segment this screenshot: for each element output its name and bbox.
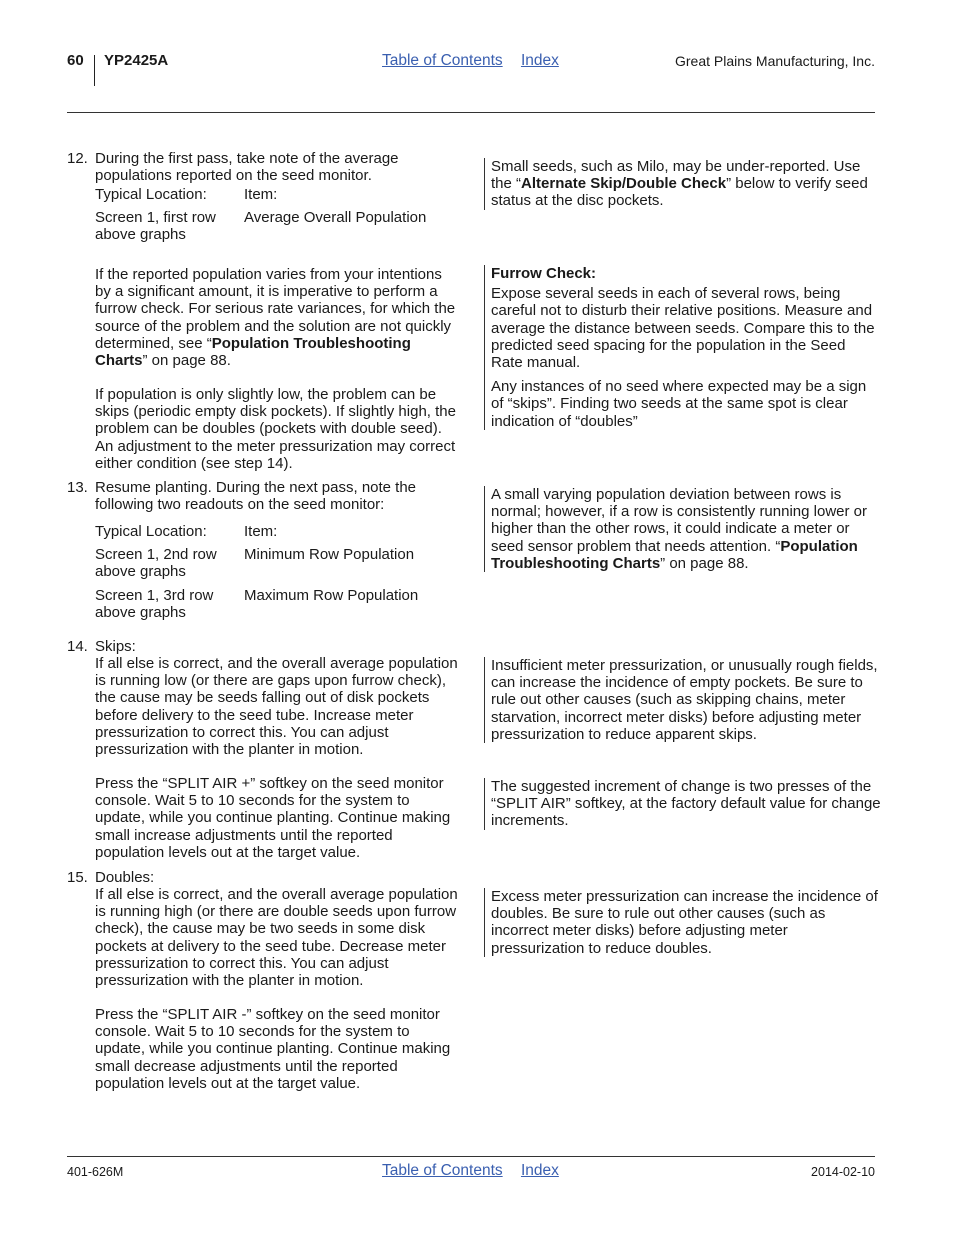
step-14-paragraph-1: If all else is correct, and the overall average population is running low (or there are gaps upon furrow check), the cause may be seeds falling out of disk pockets before delivery to the seed tube. Increase meter pressurization to correct this. You can adjust pressurization with the planter in motion. (95, 655, 458, 759)
note-row-variation: A small varying population deviation between rows is normal; however, if a row is consistently running lower or higher than the other rows, it could indicate a meter or seed sensor problem that needs attention. “Population Troubleshooting Charts” on page 88. (484, 486, 881, 572)
footer-rule (67, 1156, 875, 1157)
step-13-location-2: Screen 1, 3rd row above graphs (95, 587, 214, 622)
step-14-title: Skips: (95, 638, 136, 655)
note-furrow-check (484, 265, 881, 430)
step-12-number: 12. (67, 150, 88, 167)
header-index-link[interactable]: Index (520, 52, 559, 69)
doc-date: 2014-02-10 (811, 1165, 875, 1179)
footer-index-link[interactable]: Index (520, 1162, 559, 1179)
footer-nav (382, 1162, 573, 1179)
furrow-check-title: Furrow Check: (491, 265, 597, 282)
step-12-item-1: Average Overall Population (244, 209, 427, 226)
header-nav (382, 52, 573, 69)
step-12-location-1: Screen 1, first row above graphs (95, 209, 216, 244)
step-14-paragraph-2: Press the “SPLIT AIR +” softkey on the seed monitor console. Wait 5 to 10 seconds for the system to update, while you continue planting. Continue making small increase adjustments until the reported population levels out at the target value. (95, 775, 451, 861)
step-14-number: 14. (67, 638, 88, 655)
step-15-title: Doubles: (95, 869, 155, 886)
step-13-location-1: Screen 1, 2nd row above graphs (95, 546, 217, 581)
doc-number: 401-626M (67, 1165, 124, 1179)
step-12-intro: During the first pass, take note of the average populations reported on the seed monitor. (95, 150, 399, 185)
step-12-location-header: Typical Location: (95, 186, 207, 203)
step-12-paragraph-2: If population is only slightly low, the problem can be skips (periodic empty disk pockets). If slightly high, the problem can be doubles (pockets with double seed). An adjustment to the meter pressurization may correct either condition (see step 14). (95, 386, 456, 472)
step-12-item-header: Item: (244, 186, 278, 203)
step-13-number: 13. (67, 479, 88, 496)
step-12-paragraph-1: If the reported population varies from your intentions by a significant amount, it is imperative to perform a furrow check. For serious rate variances, for which the source of the problem and the solution are not quickly determined, see “Population Troubleshooting Charts” on page 88. (95, 266, 456, 370)
furrow-check-paragraph-1: Expose several seeds in each of several rows, being careful not to disturb their relative positions. Measure and average the distance between seeds. Compare this to the predicted seed spacing for the population in the Seed Rate manual. (491, 285, 875, 372)
step-13-item-2: Maximum Row Population (244, 587, 419, 604)
population-charts-ref-2: Population Troubleshooting Charts (491, 537, 858, 572)
note-small-seeds: Small seeds, such as Milo, may be under-reported. Use the “Alternate Skip/Double Check” below to verify seed status at the disc pockets. (484, 158, 881, 210)
step-13-item-1: Minimum Row Population (244, 546, 415, 563)
footer-toc-link[interactable]: Table of Contents (382, 1162, 503, 1179)
step-15-number: 15. (67, 869, 88, 886)
population-charts-ref: Population Troubleshooting Charts (95, 334, 411, 370)
model-title: YP2425A (104, 52, 169, 69)
step-13-location-header: Typical Location: (95, 523, 207, 540)
page-number: 60 (67, 52, 84, 69)
note-insufficient-pressure: Insufficient meter pressurization, or unusually rough fields, can increase the incidence of empty pockets. Be sure to rule out other causes (such as skipping chains, meter starvation, incorrect meter disks) before adjusting meter pressurization to reduce apparent skips. (484, 657, 881, 743)
header-rule (67, 112, 875, 113)
furrow-check-paragraph-2: Any instances of no seed where expected may be a sign of “skips”. Finding two seeds at the same spot is clear indication of “doubles” (491, 378, 867, 430)
header-toc-link[interactable]: Table of Contents (382, 52, 503, 69)
note-increment: The suggested increment of change is two presses of the “SPLIT AIR” softkey, at the factory default value for change increments. (484, 778, 881, 830)
step-15-paragraph-1: If all else is correct, and the overall average population is running high (or there are double seeds upon furrow check), the cause may be two seeds in some disk pockets at delivery to the seed tube. Decrease meter pressurization to correct this. You can adjust pressurization with the planter in motion. (95, 886, 458, 990)
alternate-check-ref: Alternate Skip/Double Check (521, 175, 727, 193)
note-excess-pressure: Excess meter pressurization can increase the incidence of doubles. Be sure to rule out other causes (such as incorrect meter disks) before adjusting meter pressurization to reduce doubles. (484, 888, 881, 957)
header-divider (94, 55, 95, 86)
step-13-intro: Resume planting. During the next pass, note the following two readouts on the seed monitor: (95, 479, 417, 514)
step-13-item-header: Item: (244, 523, 278, 540)
company-name: Great Plains Manufacturing, Inc. (675, 53, 875, 69)
step-15-paragraph-2: Press the “SPLIT AIR -” softkey on the seed monitor console. Wait 5 to 10 seconds for the system to update, while you continue planting. Continue making small decrease adjustments until the reported population levels out at the target value. (95, 1006, 451, 1092)
